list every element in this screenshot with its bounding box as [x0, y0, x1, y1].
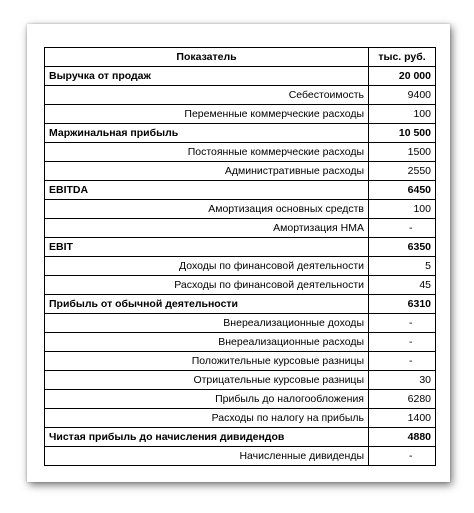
row-label: Начисленные дивиденды [45, 447, 369, 466]
table-row [45, 276, 436, 295]
row-value: 6350 [369, 238, 436, 257]
row-label: Расходы по финансовой деятельности [45, 276, 369, 295]
row-label: Маржинальная прибыль [45, 124, 369, 143]
row-label: EBITDA [45, 181, 369, 200]
table-row [45, 219, 436, 238]
row-label: Положительные курсовые разницы [45, 352, 369, 371]
row-value: 100 [369, 200, 436, 219]
row-value: - [369, 352, 436, 371]
table-body [45, 67, 436, 466]
table-row [45, 238, 436, 257]
row-label: Внереализационные расходы [45, 333, 369, 352]
header-unit: тыс. руб. [369, 48, 436, 67]
table-row [45, 257, 436, 276]
row-label: Переменные коммерческие расходы [45, 105, 369, 124]
table-row [45, 86, 436, 105]
row-label: Расходы по налогу на прибыль [45, 409, 369, 428]
row-value: 5 [369, 257, 436, 276]
document-page [27, 24, 450, 482]
table-row [45, 333, 436, 352]
row-label: Прибыль до налогообложения [45, 390, 369, 409]
table-header-row [45, 48, 436, 67]
financial-table [44, 47, 436, 466]
table-row [45, 143, 436, 162]
table-row [45, 105, 436, 124]
row-value: 20 000 [369, 67, 436, 86]
row-label: Административные расходы [45, 162, 369, 181]
row-label: Амортизация НМА [45, 219, 369, 238]
table-row [45, 181, 436, 200]
row-value: 6450 [369, 181, 436, 200]
row-value: 100 [369, 105, 436, 124]
row-label: Постоянные коммерческие расходы [45, 143, 369, 162]
row-value: 1400 [369, 409, 436, 428]
row-label: Внереализационные доходы [45, 314, 369, 333]
table-row [45, 409, 436, 428]
row-value: 45 [369, 276, 436, 295]
table-row [45, 371, 436, 390]
table-row [45, 124, 436, 143]
row-value: - [369, 219, 436, 238]
table-row [45, 200, 436, 219]
row-value: 9400 [369, 86, 436, 105]
row-label: Себестоимость [45, 86, 369, 105]
row-value: 6280 [369, 390, 436, 409]
table-row [45, 162, 436, 181]
row-value: - [369, 447, 436, 466]
row-label: Выручка от продаж [45, 67, 369, 86]
row-value: - [369, 314, 436, 333]
row-label: Прибыль от обычной деятельности [45, 295, 369, 314]
row-value: 4880 [369, 428, 436, 447]
table-row [45, 428, 436, 447]
header-indicator: Показатель [45, 48, 369, 67]
row-label: Отрицательные курсовые разницы [45, 371, 369, 390]
row-label: Амортизация основных средств [45, 200, 369, 219]
row-value: 30 [369, 371, 436, 390]
row-value: 2550 [369, 162, 436, 181]
table-row [45, 67, 436, 86]
row-value: 1500 [369, 143, 436, 162]
row-label: Доходы по финансовой деятельности [45, 257, 369, 276]
table-row [45, 390, 436, 409]
table-row [45, 295, 436, 314]
row-value: - [369, 333, 436, 352]
row-value: 6310 [369, 295, 436, 314]
row-label: Чистая прибыль до начисления дивидендов [45, 428, 369, 447]
row-value: 10 500 [369, 124, 436, 143]
row-label: EBIT [45, 238, 369, 257]
table-row [45, 314, 436, 333]
table-row [45, 352, 436, 371]
table-row [45, 447, 436, 466]
